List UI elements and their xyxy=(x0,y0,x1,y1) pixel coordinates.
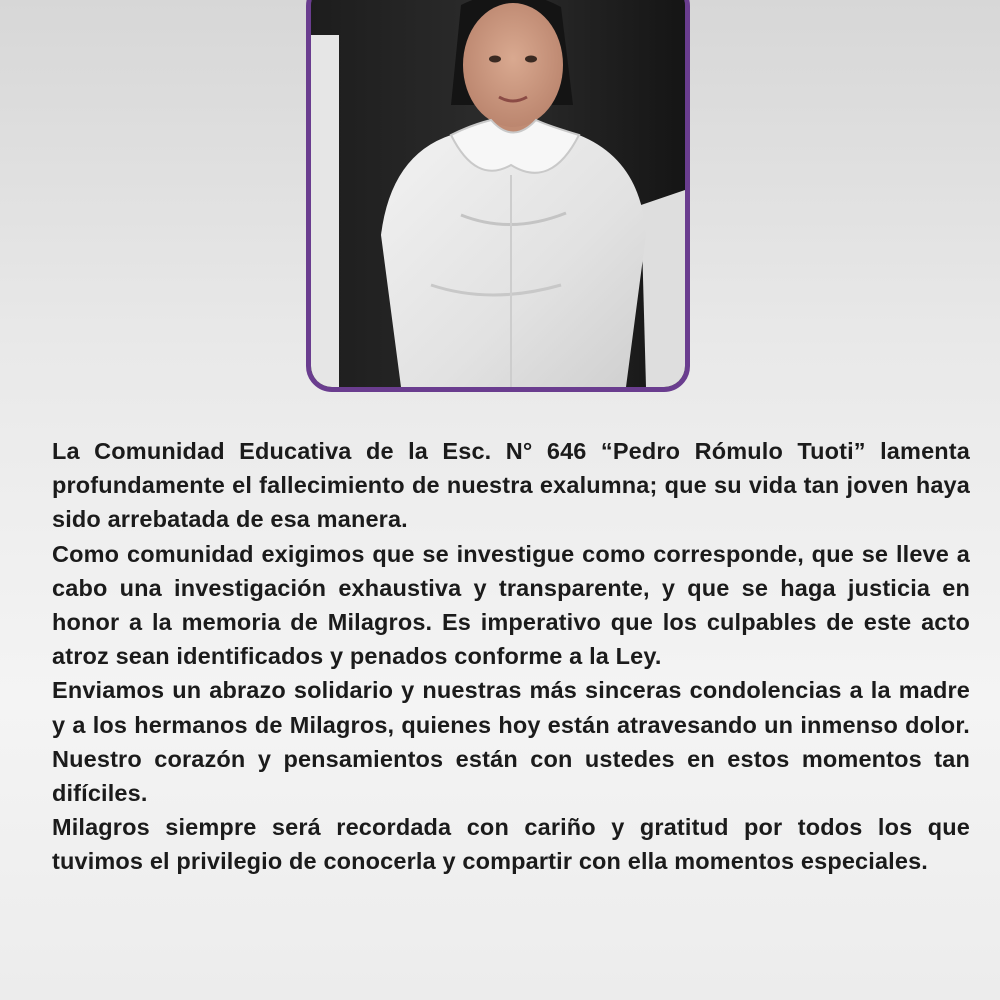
statement-paragraph-1: La Comunidad Educativa de la Esc. N° 646 “Pedro Rómulo Tuoti” lamenta profundamente el fallecimiento de nuestra exalumna; que su vida tan joven haya sido arrebatada de esa manera. xyxy=(52,438,970,533)
condolence-statement xyxy=(52,434,970,879)
portrait-photo xyxy=(306,0,690,392)
portrait-illustration xyxy=(311,0,685,387)
statement-paragraph-3: Enviamos un abrazo solidario y nuestras más sinceras condolencias a la madre y a los hermanos de Milagros, quienes hoy están atravesando un inmenso dolor. Nuestro corazón y pensamientos están con ustedes en estos momentos tan difíciles. xyxy=(52,677,970,807)
statement-paragraph-2: Como comunidad exigimos que se investigue como corresponde, que se lleve a cabo una investigación exhaustiva y transparente, y que se haga justicia en honor a la memoria de Milagros. Es imperativo que los culpables de este acto atroz sean identificados y penados conforme a la Ley. xyxy=(52,540,970,670)
statement-paragraph-4: Milagros siempre será recordada con cariño y gratitud por todos los que tuvimos el privilegio de conocerla y compartir con ella momentos especiales. xyxy=(52,814,970,875)
